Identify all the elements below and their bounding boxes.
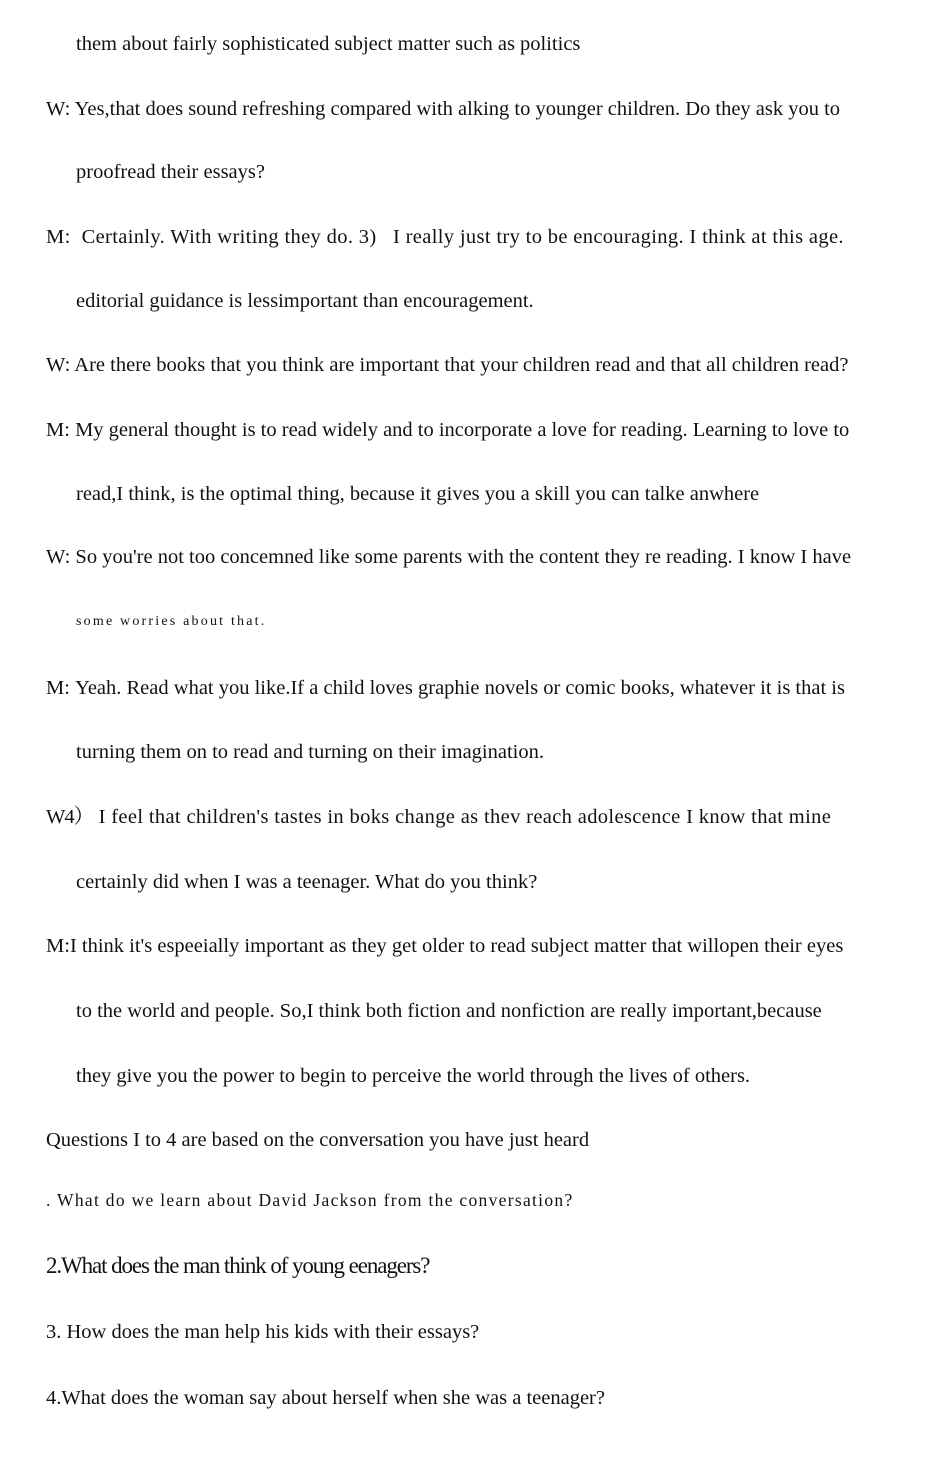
transcript-line [46,353,848,377]
line-text: they give you the power to begin to perceive the world through the lives of others. [76,1065,751,1087]
line-text: My general thought is to read widely and to incorporate a love for reading. Learning to love to [75,419,850,441]
question-2: 2.What does the man think of young eenagers? [46,1253,430,1278]
transcript-line [46,676,845,700]
transcript-line [76,870,537,894]
speaker-label: W: [46,546,71,568]
transcript-line [46,97,840,121]
question-3: 3. How does the man help his kids with their essays? [46,1321,480,1343]
speaker-label: W: [46,354,71,376]
transcript-line [46,805,831,829]
speaker-label: M: [46,226,71,248]
line-text: turning them on to read and turning on their imagination. [76,741,544,763]
transcript-line [76,482,759,506]
transcript-line [76,160,265,184]
line-text: I feel that children's tastes in boks change as thev reach adolescence I know that mine [98,806,832,828]
question-1: . What do we learn about David Jackson from the conversation? [46,1190,574,1210]
speaker-label: M: [46,935,70,957]
transcript-line [76,740,544,764]
line-text: So you're not too concemned like some parents with the content they re reading. I know I have [75,546,852,568]
line-text: to the world and people. So,I think both fiction and nonfiction are really important,because [76,1000,822,1022]
line-text: proofread their essays? [76,161,265,183]
speaker-label: W4） [46,806,94,828]
transcript-line [76,999,822,1023]
transcript-line [76,32,580,56]
line-text: I think it's espeeially important as they get older to read subject matter that willopen their eyes [69,935,844,957]
line-text: Yeah. Read what you like.If a child loves graphie novels or comic books, whatever it is that is [75,677,845,699]
questions-intro: Questions I to 4 are based on the conversation you have just heard [46,1129,590,1151]
line-text: them about fairly sophisticated subject matter such as politics [76,33,581,55]
line-text: read,I think, is the optimal thing, because it gives you a skill you can talke anwhere [76,483,760,505]
transcript-line [76,289,534,313]
line-text: some worries about that. [76,614,267,629]
line-text: editorial guidance is lessimportant than encouragement. [76,290,534,312]
line-text: Certainly. With writing they do. 3) I really just try to be encouraging. I think at this age. [81,226,844,248]
transcript-line [46,934,843,958]
question-4: 4.What does the woman say about herself when she was a teenager? [46,1387,605,1409]
transcript-line [76,1064,750,1088]
transcript-line [46,545,851,569]
speaker-label: W: [46,98,71,120]
transcript-line [76,610,266,634]
transcript-line [46,418,849,442]
line-text: Are there books that you think are important that your children read and that all children read? [74,354,849,376]
transcript-line [46,225,844,249]
line-text: certainly did when I was a teenager. What do you think? [76,871,538,893]
line-text: Yes,that does sound refreshing compared with alking to younger children. Do they ask you to [74,98,841,120]
speaker-label: M: [46,419,70,441]
speaker-label: M: [46,677,70,699]
